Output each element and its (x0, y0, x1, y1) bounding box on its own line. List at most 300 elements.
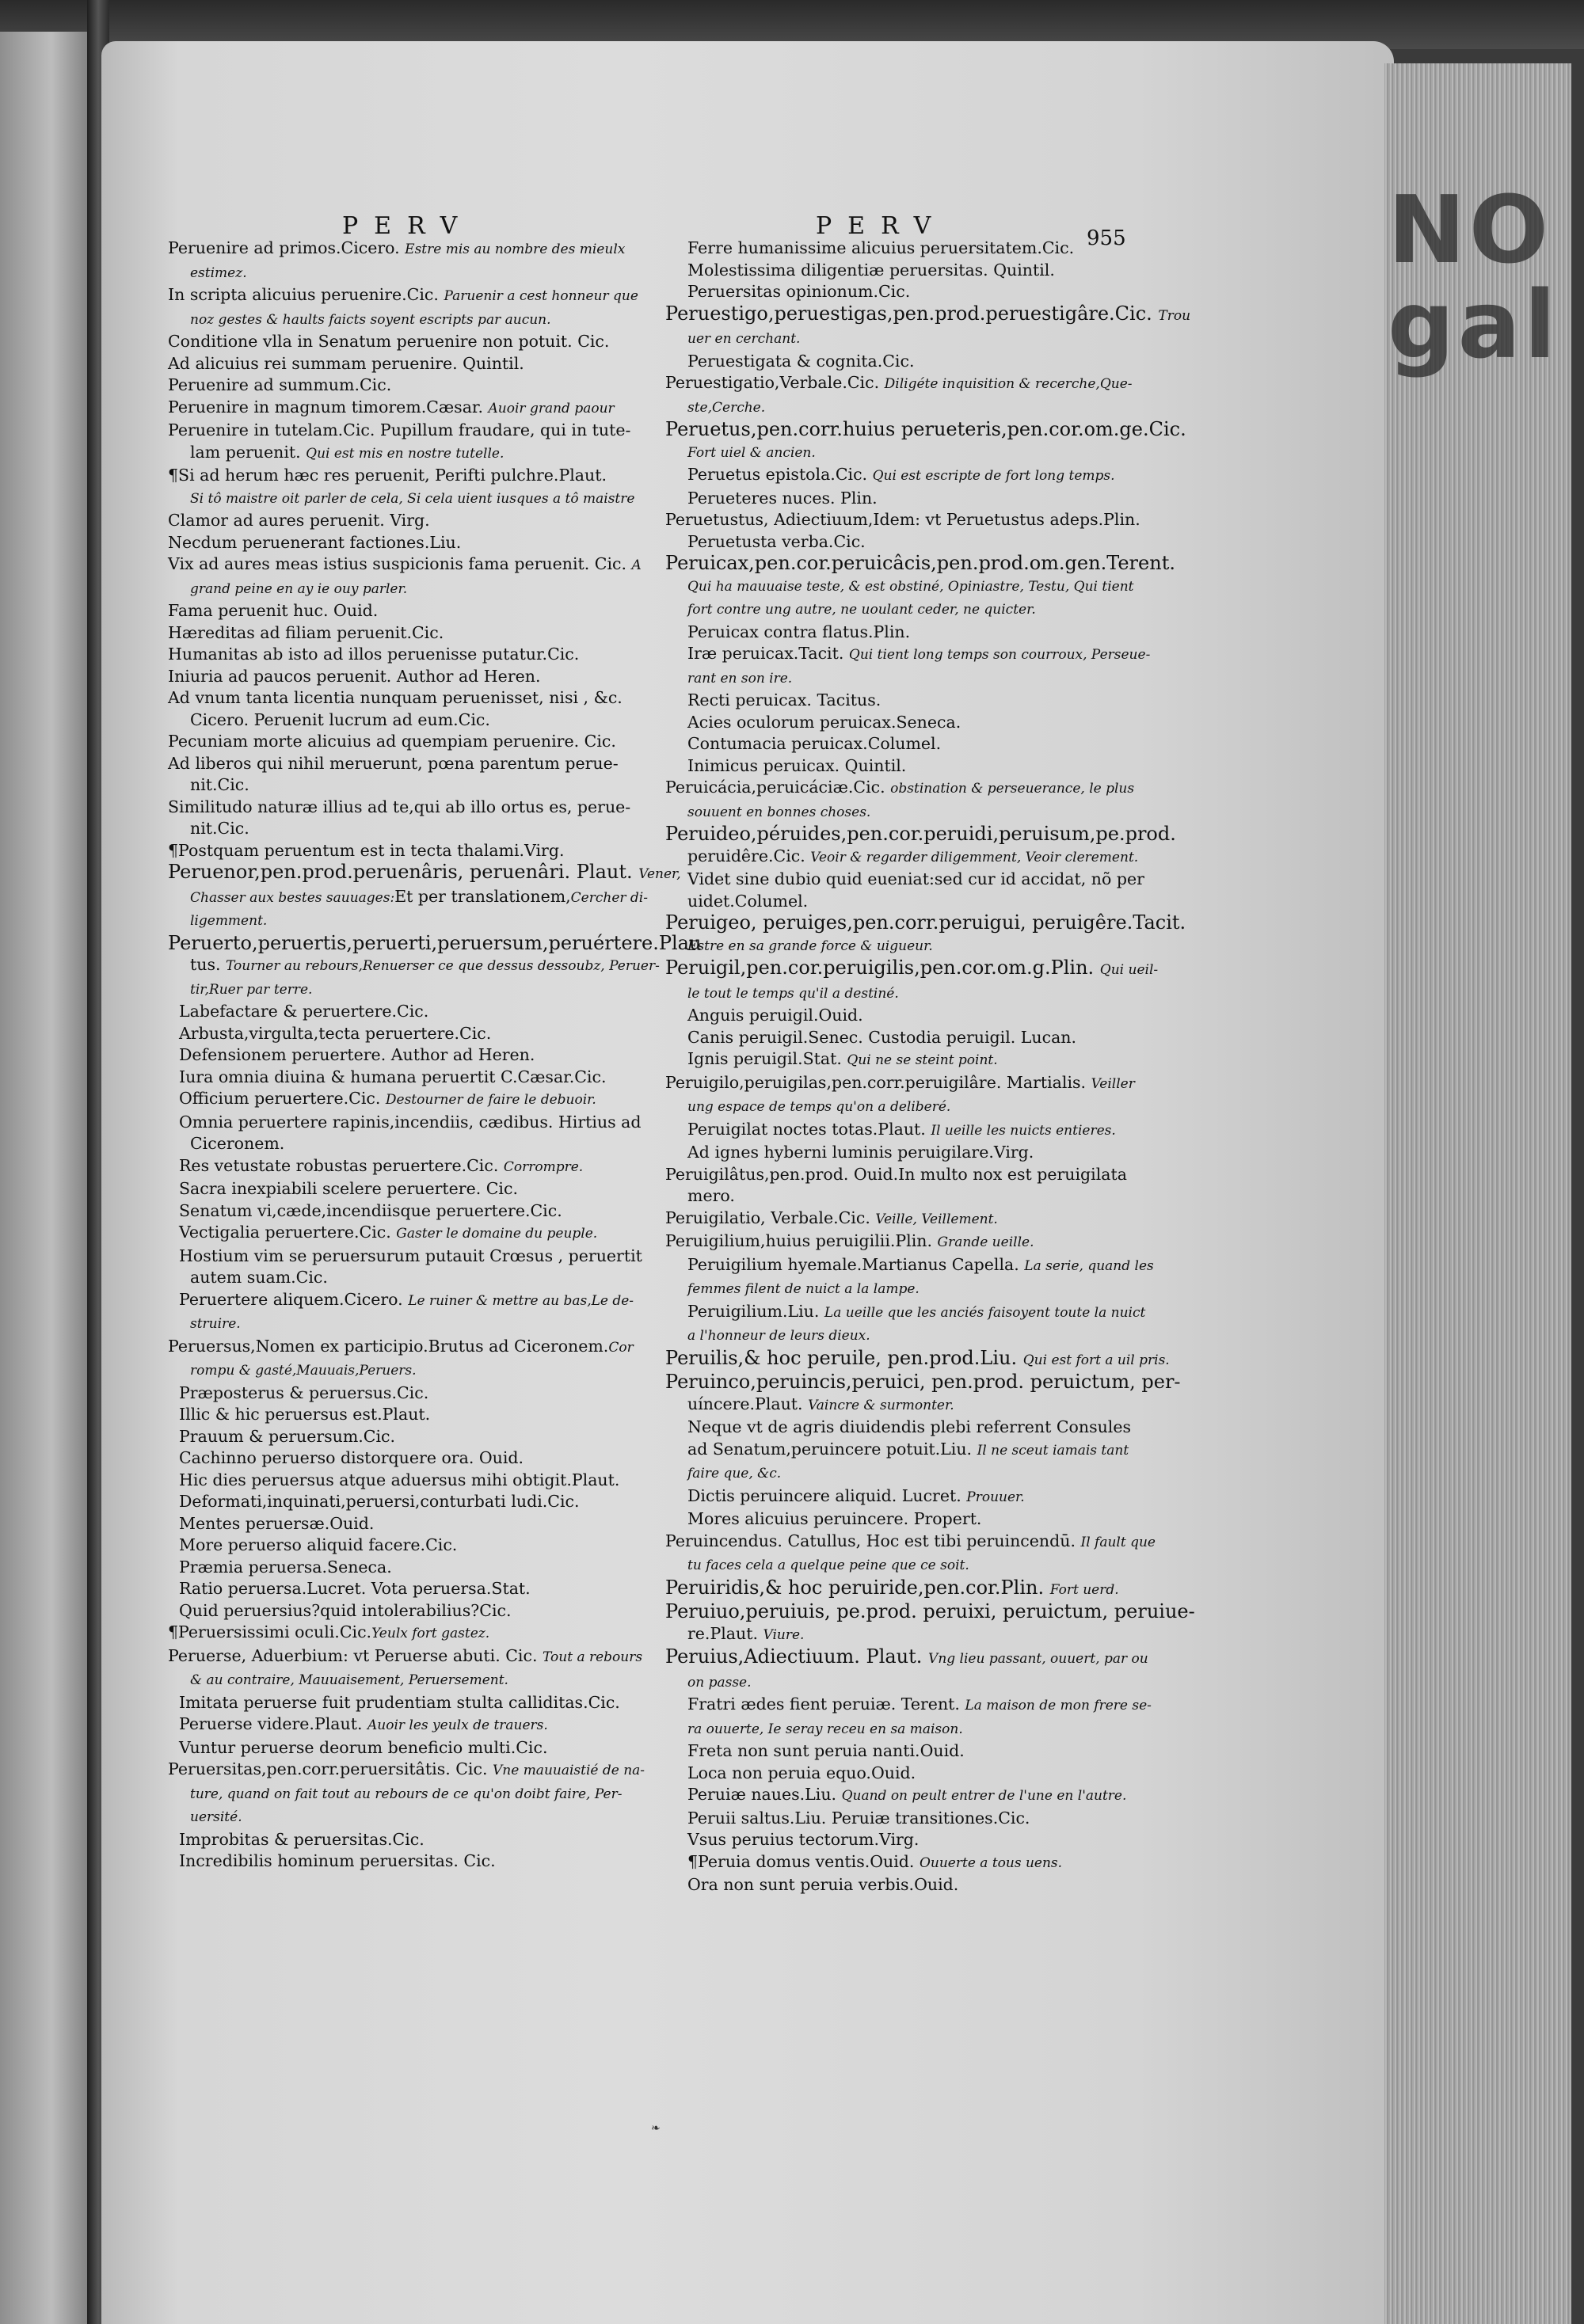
latin-text: Pecuniam morte alicuius ad quempiam peruenire. Cic. (168, 732, 616, 751)
latin-text: Peruersus,Nomen ex participio.Brutus ad Ciceronem. (168, 1336, 609, 1356)
dictionary-line (665, 1027, 1172, 1049)
dictionary-line (168, 1267, 643, 1289)
dictionary-line (665, 1717, 1172, 1741)
french-gloss: Prouuer. (966, 1489, 1025, 1505)
dictionary-line (168, 1447, 643, 1470)
french-gloss: Qui tient long temps son courroux, Perseue- (848, 647, 1151, 663)
grammar-text: ,peruestigas,pen.prod.peruestigâre.Cic. (767, 302, 1159, 325)
dictionary-line (665, 351, 1172, 373)
grammar-text: ,peruincis,peruici, pen.prod. peruictum, per- (750, 1371, 1181, 1393)
latin-text: ¶Peruia domus ventis.Ouid. (687, 1851, 920, 1871)
latin-text: Inimicus peruicax. Quintil. (687, 755, 907, 775)
latin-text: Peruestigo (665, 302, 768, 325)
dictionary-line (665, 1277, 1172, 1301)
french-gloss: Veiller (1091, 1075, 1135, 1092)
french-gloss: Diligéte inquisition & recerche,Que- (884, 376, 1133, 392)
dictionary-line (168, 465, 643, 487)
french-gloss: & au contraire, Mauuaisement, Peruersement. (190, 1672, 508, 1688)
grammar-text: ,pen.cor.peruigilis,pen.cor.om.g.Plin. (740, 957, 1100, 979)
latin-text: Hostium vim se peruersurum putauit Crœsus , peruertit (179, 1246, 642, 1265)
dictionary-line (168, 510, 643, 532)
latin-text: Peruicácia,peruicáciæ.Cic. (665, 778, 891, 797)
dictionary-line (665, 1394, 1172, 1417)
dictionary-line (168, 666, 643, 688)
latin-text: Peruicax (665, 552, 749, 574)
french-gloss: Viure. (763, 1626, 805, 1643)
dictionary-line (168, 1578, 643, 1600)
latin-text: Res vetustate robustas peruertere.Cic. (179, 1155, 504, 1175)
french-gloss: faire que, &c. (687, 1466, 782, 1482)
dictionary-line (168, 1622, 643, 1645)
dictionary-line (665, 575, 1172, 599)
french-gloss: Estre mis au nombre des mieulx (405, 242, 626, 257)
grammar-text: , peruiges,pen.corr.peruigui, peruigêre.Tacit. (750, 911, 1186, 934)
dictionary-line (665, 1371, 1181, 1394)
latin-text: Humanitas ab isto ad illos peruenisse putatur.Cic. (168, 645, 580, 664)
dictionary-line (665, 1851, 1172, 1875)
dictionary-line (665, 302, 1191, 328)
latin-text: Iniuria ad paucos peruenit. Author ad Heren. (168, 666, 541, 686)
latin-text: Loca non peruia equo.Ouid. (687, 1763, 916, 1782)
french-gloss: A (631, 557, 642, 573)
latin-text: Ad vnum tanta licentia nunquam peruenisset, nisi , &c. (168, 688, 623, 707)
dictionary-line (665, 1230, 1172, 1254)
dictionary-line (665, 846, 1172, 869)
latin-text: Labefactare & peruertere.Cic. (179, 1002, 429, 1021)
dictionary-line (168, 931, 702, 955)
latin-text: Neque vt de agris diuidendis plebi referrent Consules (687, 1417, 1132, 1436)
grammar-text: ,peruertis,peruerti,peruersum,peruértere.Plau (251, 931, 702, 954)
dictionary-line (168, 261, 643, 285)
dictionary-line (168, 909, 643, 933)
dictionary-line (168, 1557, 643, 1579)
latin-text: Ferre humanissime alicuius peruersitatem.Cic. (687, 238, 1075, 257)
dictionary-line (665, 911, 1186, 934)
latin-text: mero. (687, 1186, 735, 1205)
latin-text: Improbitas & peruersitas.Cic. (179, 1829, 425, 1849)
dictionary-line (665, 801, 1172, 824)
dictionary-line (665, 891, 1172, 913)
dictionary-line (665, 957, 1172, 982)
latin-text: Peruestigata & cognita.Cic. (687, 351, 915, 371)
grammar-text: ,& hoc peruiride,pen.cor.Plin. (759, 1576, 1050, 1599)
fore-edge-mark: NO gal (1388, 175, 1559, 379)
latin-text: Quid peruersius?quid intolerabilius?Cic. (179, 1600, 512, 1620)
latin-text: Peruenire in magnum timorem.Cæsar. (168, 397, 489, 416)
grammar-text: ,Adiectiuum. Plaut. (737, 1645, 929, 1668)
french-gloss: Paruenir a cest honneur que (444, 288, 638, 304)
latin-text: Acies oculorum peruicax.Seneca. (687, 712, 961, 732)
dictionary-line (665, 1185, 1172, 1208)
dictionary-line (665, 1119, 1172, 1143)
latin-text: Prauum & peruersum.Cic. (179, 1426, 396, 1446)
french-gloss: Gaster le domaine du peuple. (396, 1226, 598, 1242)
dictionary-line (665, 622, 1172, 644)
latin-text: Defensionem peruertere. Author ad Heren. (179, 1045, 535, 1064)
latin-text: Incredibilis hominum peruersitas. Cic. (179, 1851, 496, 1870)
french-gloss: Le ruiner & mettre au bas,Le de- (408, 1292, 634, 1309)
dictionary-line (665, 1485, 1172, 1509)
french-gloss: Yeulx fort gastez. (371, 1626, 490, 1641)
french-gloss: Vaincre & surmonter. (808, 1397, 954, 1413)
latin-text: Omnia peruertere rapinis,incendiis, cædibus. Hirtius ad (179, 1112, 642, 1132)
latin-text: Ad liberos qui nihil meruerunt, pœna parentum perue- (168, 753, 619, 773)
dictionary-line (168, 1645, 643, 1669)
french-gloss: Il ueille les nuicts entieres. (931, 1122, 1116, 1139)
dictionary-line (665, 1623, 1172, 1647)
dictionary-line (168, 1782, 643, 1806)
dictionary-line (168, 861, 681, 886)
latin-text: Peruenor (168, 861, 255, 883)
dictionary-line (665, 1095, 1172, 1119)
dictionary-line (168, 774, 643, 797)
french-gloss: La maison de mon frere se- (965, 1698, 1152, 1714)
dictionary-line (168, 1513, 643, 1535)
dictionary-line (168, 1336, 643, 1360)
dictionary-line (665, 1694, 1172, 1717)
latin-text: More peruerso aliquid facere.Cic. (179, 1535, 458, 1554)
dictionary-line (665, 1208, 1172, 1231)
dictionary-line (168, 284, 643, 308)
dictionary-line (168, 753, 643, 775)
french-gloss: Vener, (638, 866, 681, 882)
latin-text: Peruigeo (665, 911, 751, 934)
dictionary-line (168, 709, 643, 732)
dictionary-line (168, 840, 643, 862)
french-gloss: grand peine en ay ie ouy parler. (190, 580, 408, 597)
grammar-text: ,péruides,pen.cor.peruidi,peruisum,pe.prod. (750, 823, 1176, 845)
french-gloss: on passe. (687, 1674, 752, 1691)
dictionary-line (168, 1737, 643, 1759)
dictionary-line (168, 1383, 643, 1405)
french-gloss: ste,Cerche. (687, 399, 766, 416)
dictionary-line (665, 1740, 1172, 1763)
latin-text: Senatum vi,cæde,incendiisque peruertere.Cic. (179, 1200, 562, 1220)
dictionary-line (665, 1646, 1172, 1671)
dictionary-line (665, 1671, 1172, 1695)
grammar-text: ,pen.corr.huius perueteris,pen.cor.om.ge.Cic. (750, 418, 1186, 440)
french-gloss: Il ne sceut iamais tant (977, 1442, 1129, 1459)
french-gloss: Auoir grand paour (488, 400, 615, 416)
dictionary-line (665, 1324, 1172, 1348)
dictionary-line (665, 1048, 1172, 1072)
dictionary-line (168, 1426, 643, 1448)
latin-text: Peruigilatio, Verbale.Cic. (665, 1208, 876, 1227)
dictionary-line (665, 1577, 1172, 1602)
dictionary-line (168, 308, 643, 332)
latin-text: Recti peruicax. Tacitus. (687, 690, 881, 709)
french-gloss: Quand on peult entrer de l'une en l'autre. (841, 1788, 1127, 1804)
latin-text: nit.Cic. (190, 775, 249, 794)
latin-text: Cachinno peruerso distorquere ora. Ouid. (179, 1448, 524, 1467)
dictionary-line (168, 420, 643, 442)
french-gloss: femmes filent de nuict a la lampe. (687, 1281, 920, 1297)
latin-text: Peruerto (168, 931, 252, 954)
latin-text: Ignis peruigil.Stat. (687, 1049, 847, 1068)
latin-text: Officium peruertere.Cic. (179, 1089, 386, 1108)
dictionary-line (665, 327, 1172, 351)
dictionary-line (665, 982, 1172, 1006)
latin-text: Peruii saltus.Liu. Peruiæ transitiones.Cic. (687, 1808, 1030, 1828)
latin-text: Peruestigatio,Verbale.Cic. (665, 373, 885, 392)
french-gloss: rompu & gasté,Mauuais,Peruers. (190, 1363, 417, 1379)
latin-text: Conditione vlla in Senatum peruenire non potuit. Cic. (168, 332, 610, 351)
dictionary-line (168, 1088, 643, 1112)
latin-text: Peruigilat noctes totas.Plaut. (687, 1119, 931, 1139)
latin-text: In scripta alicuius peruenire.Cic. (168, 285, 444, 304)
latin-text: Ad ignes hyberni luminis peruigilare.Virg. (687, 1143, 1034, 1162)
latin-text: Peruetustus, Adiectiuum,Idem: vt Peruetustus adeps.Plin. (665, 510, 1140, 529)
dictionary-line (665, 1301, 1172, 1325)
dictionary-line (665, 1784, 1172, 1808)
dictionary-line (665, 260, 1172, 282)
dictionary-line (168, 1246, 643, 1268)
french-gloss: uersité. (190, 1809, 242, 1825)
dictionary-line (168, 1178, 643, 1200)
french-gloss: Corrompre. (503, 1158, 584, 1175)
latin-text: ¶Si ad herum hæc res peruenit, Perifti pulchre.Plaut. (168, 466, 607, 485)
french-gloss: Trou (1158, 307, 1191, 324)
dictionary-line (168, 797, 643, 819)
latin-text: Peruetusta verba.Cic. (687, 531, 866, 551)
dictionary-line (168, 1470, 643, 1492)
dictionary-line (168, 600, 643, 622)
latin-text: Vix ad aures meas istius suspicionis fama peruenit. Cic. (168, 554, 632, 573)
french-gloss: Si tô maistre oit parler de cela, Si cela uient iusques a tô maistre (190, 490, 635, 507)
dictionary-line (168, 397, 643, 420)
latin-text: Ora non sunt peruia verbis.Ouid. (687, 1875, 959, 1894)
dictionary-line (168, 1023, 643, 1045)
dictionary-line (168, 532, 643, 554)
latin-text: Peruigilo,peruigilas,pen.corr.peruigilâre. Martialis. (665, 1072, 1091, 1092)
latin-text: Ad alicuius rei summam peruenire. Quintil. (168, 353, 524, 373)
latin-text: Anguis peruigil.Ouid. (687, 1006, 863, 1025)
french-gloss-cont: Cercher di- (570, 889, 648, 906)
dictionary-line (665, 281, 1172, 303)
french-gloss: Qui est mis en nostre tutelle. (306, 445, 505, 462)
french-gloss: Destourner de faire le debuoir. (385, 1092, 596, 1108)
dictionary-line (168, 553, 643, 577)
latin-text: Peruinco (665, 1371, 751, 1393)
dictionary-line (665, 1164, 1172, 1186)
french-gloss: Vng lieu passant, ouuert, par ou (928, 1651, 1148, 1667)
dictionary-line (168, 644, 643, 666)
latin-text: Peruerse, Aduerbium: vt Peruerse abuti. Cic. (168, 1645, 543, 1665)
dictionary-line (168, 886, 648, 910)
dictionary-line (168, 622, 643, 645)
latin-text: Mentes peruersæ.Ouid. (179, 1513, 375, 1533)
french-gloss: La ueille que les anciés faisoyent toute la nuict (824, 1304, 1146, 1321)
dictionary-line (665, 531, 1172, 553)
dictionary-line (665, 1763, 1172, 1785)
latin-text: Vectigalia peruertere.Cic. (179, 1223, 397, 1242)
dictionary-line (665, 1005, 1172, 1027)
french-gloss: uer en cerchant. (687, 331, 801, 347)
dictionary-line (168, 375, 643, 397)
dictionary-line (168, 1850, 643, 1873)
dictionary-line (665, 733, 1172, 755)
dictionary-line (665, 823, 1176, 846)
dictionary-line (665, 238, 1172, 260)
latin-text: Arbusta,virgulta,tecta peruertere.Cic. (179, 1023, 492, 1043)
latin-text: Similitudo naturæ illius ad te,qui ab illo ortus es, perue- (168, 797, 631, 816)
latin-text: Peruetus epistola.Cic. (687, 465, 873, 484)
french-gloss: Fort uerd. (1049, 1581, 1119, 1598)
latin-text: Fama peruenit huc. Ouid. (168, 601, 379, 620)
latin-text: re.Plaut. (687, 1623, 763, 1643)
french-gloss: La serie, quand les (1024, 1257, 1154, 1274)
dictionary-line (665, 777, 1172, 801)
dictionary-line (168, 954, 660, 978)
latin-text: Cicero. Peruenit lucrum ad eum.Cic. (190, 709, 490, 729)
latin-text: Peruiridis (665, 1576, 760, 1599)
dictionary-line (665, 1462, 1172, 1485)
french-gloss: Chasser aux bestes sauuages: (190, 889, 395, 906)
dictionary-line (168, 687, 643, 709)
latin-text: Sacra inexpiabili scelere peruertere. Cic. (179, 1179, 518, 1198)
dictionary-line (665, 488, 1172, 510)
latin-text: Peruigilium,huius peruigilii.Plin. (665, 1231, 938, 1250)
latin-text: Peruigilium.Liu. (687, 1301, 824, 1321)
latin-text: Vuntur peruerse deorum beneficio multi.Cic. (179, 1737, 548, 1757)
dictionary-line (665, 1072, 1172, 1096)
dictionary-line (168, 731, 643, 753)
french-gloss: ligemment. (190, 913, 268, 929)
page-ornament: ❧ (651, 2122, 661, 2135)
french-gloss: ung espace de temps qu'on a deliberé. (687, 1099, 951, 1115)
dictionary-line (168, 1155, 643, 1179)
dictionary-line (665, 441, 1172, 465)
french-gloss: ture, quand on fait tout au rebours de ce qu'on doibt faire, Per- (190, 1786, 623, 1802)
french-gloss: Auoir les yeulx de trauers. (367, 1717, 548, 1733)
latin-text: Peruigil (665, 957, 741, 979)
dictionary-line (665, 1142, 1172, 1164)
dictionary-line (168, 1759, 643, 1782)
dictionary-line (168, 978, 643, 1002)
latin-text: Perueteres nuces. Plin. (687, 488, 878, 508)
latin-text: Peruerse videre.Plaut. (179, 1714, 367, 1733)
latin-text: Præmia peruersa.Seneca. (179, 1557, 392, 1577)
french-gloss: Estre en sa grande force & uigueur. (687, 938, 933, 954)
dictionary-line (168, 1112, 643, 1134)
page-number: 955 (1087, 226, 1126, 250)
dictionary-line (665, 712, 1172, 734)
latin-text: Peruilis (665, 1346, 738, 1369)
dictionary-line (665, 552, 1175, 575)
latin-text: Peruideo (665, 823, 751, 845)
latin-text: Fratri ædes fient peruiæ. Terent. (687, 1695, 965, 1714)
dictionary-line (168, 1714, 643, 1737)
french-gloss: Qui ne se steint point. (847, 1052, 998, 1068)
dictionary-line (665, 643, 1172, 667)
latin-text: ad Senatum,peruincere potuit.Liu. (687, 1439, 977, 1459)
latin-text-cont: Et per translationem, (394, 886, 571, 906)
french-gloss: tu faces cela a quelque peine que ce soit. (687, 1558, 969, 1573)
french-gloss: Qui ueil- (1099, 962, 1159, 978)
french-gloss: souuent en bonnes choses. (687, 804, 871, 820)
french-gloss: noz gestes & haults faicts soyent escripts par aucun. (190, 311, 551, 328)
dictionary-line (168, 577, 643, 601)
french-gloss: Qui ha mauuaise teste, & est obstiné, Opiniastre, Testu, Qui tient (687, 578, 1134, 595)
dictionary-line (168, 818, 643, 840)
dictionary-line (168, 442, 643, 466)
latin-text: Imitata peruerse fuit prudentiam stulta calliditas.Cic. (179, 1692, 620, 1712)
french-gloss: le tout le temps qu'il a destiné. (687, 985, 899, 1002)
dictionary-line (168, 1133, 643, 1155)
dictionary-line (168, 1044, 643, 1067)
dictionary-line (665, 1829, 1172, 1851)
dictionary-line (168, 1805, 643, 1829)
latin-text: Contumacia peruicax.Columel. (687, 734, 942, 753)
french-gloss: Cor (608, 1339, 634, 1356)
latin-text: Videt sine dubio quid eueniat:sed cur id accidat, nõ per (687, 869, 1144, 888)
latin-text: Peruincendus. Catullus, Hoc est tibi peruincendū. (665, 1531, 1081, 1550)
latin-text: Præposterus & peruersus.Cic. (179, 1383, 429, 1402)
latin-text: Peruertere aliquem.Cicero. (179, 1289, 409, 1309)
grammar-text: ,pen.prod.peruenâris, peruenâri. Plaut. (254, 861, 639, 883)
dictionary-line (665, 1508, 1172, 1531)
dictionary-line (665, 418, 1186, 441)
dictionary-line (665, 1808, 1172, 1830)
left-page-edge (0, 32, 93, 2324)
french-gloss: Veoir & regarder diligemment, Veoir clerement. (810, 849, 1139, 865)
dictionary-line (665, 1417, 1172, 1439)
latin-text: Peruigilium hyemale.Martianus Capella. (687, 1254, 1025, 1274)
dictionary-line (665, 509, 1172, 531)
dictionary-line (665, 1254, 1172, 1278)
french-gloss: Tout a rebours (543, 1649, 643, 1665)
french-gloss: Il fault que (1080, 1534, 1156, 1550)
dictionary-line (168, 1001, 643, 1023)
french-gloss: Tourner au rebours,Renuerser ce que dessus dessoubz, Peruer- (226, 958, 660, 974)
french-gloss: rant en son ire. (687, 670, 793, 687)
latin-text: ¶Peruersissimi oculi.Cic. (168, 1622, 372, 1641)
latin-text: tus. (190, 955, 226, 974)
latin-text: Peruigilâtus,pen.prod. Ouid.In multo nox est peruigilata (665, 1164, 1127, 1184)
latin-text: Ratio peruersa.Lucret. Vota peruersa.Stat. (179, 1579, 531, 1598)
latin-text: uíncere.Plaut. (687, 1394, 809, 1413)
dictionary-line (168, 1312, 643, 1336)
latin-text: Vsus peruius tectorum.Virg. (687, 1830, 920, 1849)
latin-text: Iura omnia diuina & humana peruertit C.Cæsar.Cic. (179, 1067, 607, 1086)
latin-text: Necdum peruenerant factiones.Liu. (168, 532, 462, 552)
latin-text: autem suam.Cic. (190, 1268, 328, 1287)
latin-text: Ciceronem. (190, 1134, 285, 1153)
latin-text: Molestissima diligentiæ peruersitas. Quintil. (687, 260, 1055, 280)
dictionary-line (168, 1359, 643, 1383)
latin-text: Peruenire ad summum.Cic. (168, 375, 392, 394)
latin-text: uidet.Columel. (687, 891, 809, 911)
french-gloss: fort contre ung autre, ne uoulant ceder, ne quicter. (687, 602, 1036, 618)
dictionary-line (665, 690, 1172, 712)
latin-text: Canis peruigil.Senec. Custodia peruigil. Lucan. (687, 1027, 1077, 1047)
latin-text: peruidêre.Cic. (687, 846, 811, 865)
latin-text: Peruenire ad primos.Cicero. (168, 238, 406, 257)
grammar-text: ,& hoc peruile, pen.prod.Liu. (737, 1346, 1023, 1369)
dictionary-line (665, 1348, 1172, 1372)
dictionary-line (168, 331, 643, 353)
french-gloss: Grande ueille. (937, 1234, 1034, 1250)
dictionary-line (168, 1222, 643, 1246)
latin-text: Mores alicuius peruincere. Propert. (687, 1509, 982, 1528)
french-gloss: Qui est fort a uil pris. (1022, 1352, 1170, 1368)
dictionary-line (168, 1829, 643, 1851)
dictionary-line (665, 598, 1172, 622)
dictionary-line (665, 1600, 1195, 1623)
dictionary-line (168, 353, 643, 375)
latin-text: Peruersitas opinionum.Cic. (687, 282, 911, 301)
latin-text: Hic dies peruersus atque aduersus mihi obtigit.Plaut. (179, 1470, 620, 1489)
